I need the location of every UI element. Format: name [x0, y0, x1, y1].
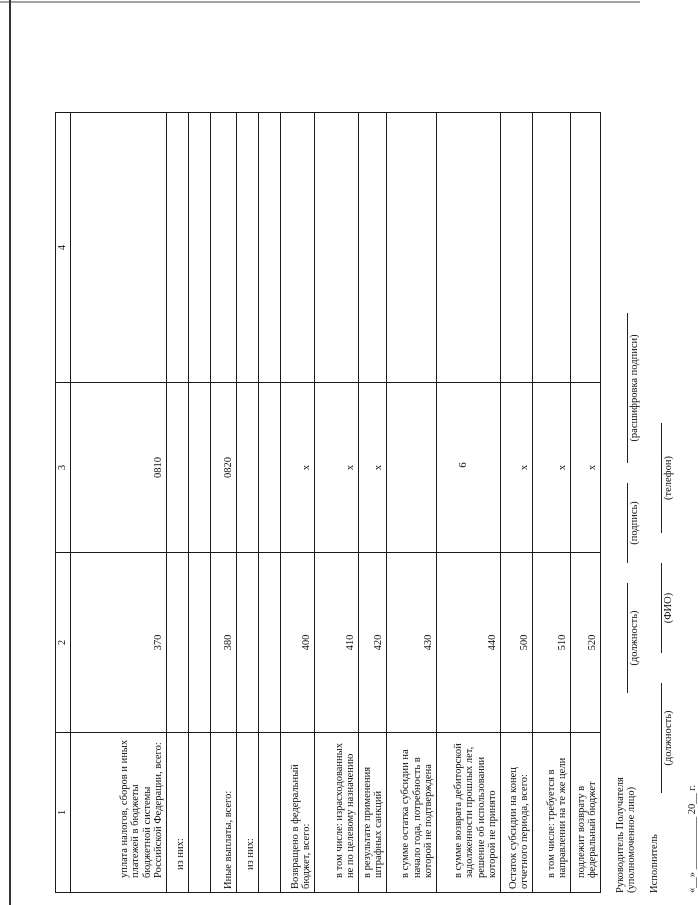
table-row [387, 113, 437, 893]
row-amount [211, 113, 237, 383]
rotated-form [55, 113, 698, 893]
table-row [237, 113, 259, 893]
column-header: 4 [56, 113, 71, 383]
table-row [281, 113, 315, 893]
row-budget-code: x [359, 383, 387, 553]
row-budget-code: x [315, 383, 359, 553]
row-code: 510 [533, 553, 571, 733]
row-budget-code [167, 383, 189, 553]
table-row [315, 113, 359, 893]
row-code: 430 [387, 553, 437, 733]
row-code: 380 [211, 553, 237, 733]
table-row [189, 113, 211, 893]
row-amount [437, 113, 501, 383]
row-budget-code: 0810 [71, 383, 167, 553]
row-budget-code [259, 383, 281, 553]
head-label: Руководитель Получателя (уполномоченное лицо) [615, 777, 637, 893]
row-budget-code [437, 383, 501, 553]
row-label: Возвращено в федеральный бюджет, всего: [281, 733, 315, 893]
row-budget-code [387, 383, 437, 553]
row-label: уплата налогов, сборов и иных платежей в бюджеты бюджетной системы Российской Федерации, всего: [71, 733, 167, 893]
column-header: 2 [56, 553, 71, 733]
row-amount [237, 113, 259, 383]
row-code: 370 [71, 553, 167, 733]
table-header-row [56, 113, 71, 893]
row-label [189, 733, 211, 893]
row-amount [533, 113, 571, 383]
date-line: «__» __________ 20__ г. [687, 784, 698, 893]
row-amount [501, 113, 533, 383]
row-code [237, 553, 259, 733]
row-label: в том числе: израсходованных не по целевому назначению [315, 733, 359, 893]
row-amount [189, 113, 211, 383]
row-budget-code: x [571, 383, 601, 553]
table-row [533, 113, 571, 893]
table-row [211, 113, 237, 893]
head-decoding-caption: (расшифровка подписи) [627, 313, 640, 463]
row-budget-code [237, 383, 259, 553]
row-amount [359, 113, 387, 383]
table-row [167, 113, 189, 893]
table-row [71, 113, 167, 893]
table-row [571, 113, 601, 893]
row-label: из них: [167, 733, 189, 893]
executor-name-caption: (ФИО) [661, 563, 674, 653]
row-label: в сумме возврата дебиторской задолженности прошлых лет, решение об использовании которой не принято [437, 733, 501, 893]
row-label: в результате применения штрафных санкций [359, 733, 387, 893]
head-position-caption: (должность) [627, 583, 640, 693]
page-number: 6 [456, 462, 469, 468]
column-header: 1 [56, 733, 71, 893]
table-row [437, 113, 501, 893]
report-table [55, 112, 601, 893]
table-row [501, 113, 533, 893]
row-code: 500 [501, 553, 533, 733]
row-budget-code: x [533, 383, 571, 553]
column-header: 3 [56, 383, 71, 553]
row-budget-code: 0820 [211, 383, 237, 553]
executor-label: Исполнитель [649, 834, 660, 893]
row-code: 440 [437, 553, 501, 733]
row-label: в том числе: требуется в направлении на те же цели [533, 733, 571, 893]
head-signature-caption: (подпись) [627, 483, 640, 563]
row-budget-code: x [281, 383, 315, 553]
row-label: в сумме остатка субсидии на начало года, потребность в которой не подтверждена [387, 733, 437, 893]
row-amount [315, 113, 359, 383]
executor-position-caption: (должность) [661, 683, 674, 793]
row-budget-code [189, 383, 211, 553]
row-code: 400 [281, 553, 315, 733]
row-label: Остаток субсидии на конец отчетного периода, всего: [501, 733, 533, 893]
row-code [189, 553, 211, 733]
row-code: 520 [571, 553, 601, 733]
table-row [259, 113, 281, 893]
row-code: 410 [315, 553, 359, 733]
row-label: Иные выплаты, всего: [211, 733, 237, 893]
row-budget-code: x [501, 383, 533, 553]
row-amount [71, 113, 167, 383]
row-amount [387, 113, 437, 383]
row-code [259, 553, 281, 733]
row-label: из них: [237, 733, 259, 893]
row-code: 420 [359, 553, 387, 733]
table-row [359, 113, 387, 893]
row-amount [571, 113, 601, 383]
row-label [259, 733, 281, 893]
row-code [167, 553, 189, 733]
row-label: подлежит возврату в федеральный бюджет [571, 733, 601, 893]
row-amount [281, 113, 315, 383]
row-amount [167, 113, 189, 383]
executor-phone-caption: (телефон) [661, 423, 674, 533]
row-amount [259, 113, 281, 383]
